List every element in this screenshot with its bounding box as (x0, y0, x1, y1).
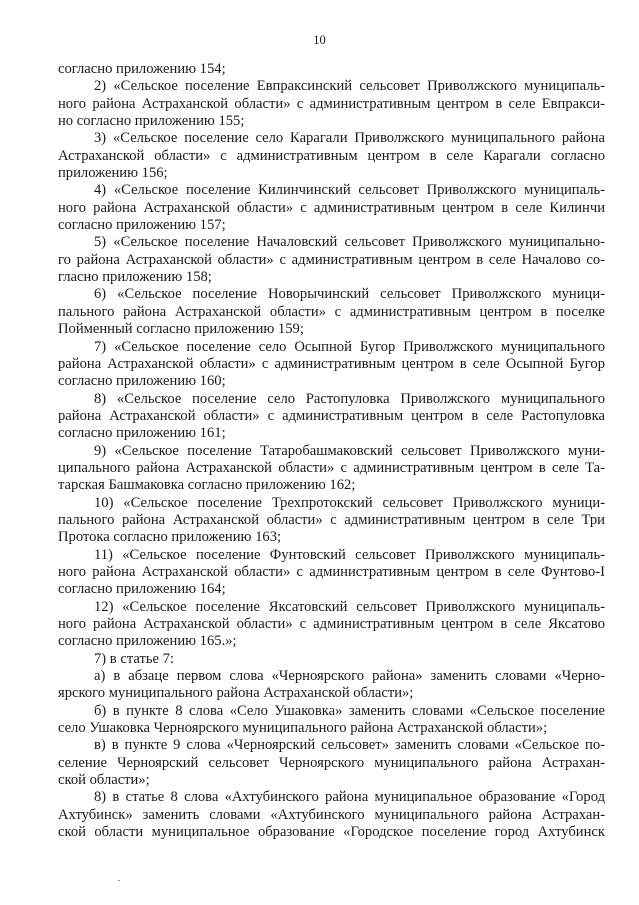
text-line: ного района Астраханской области» с административным центром в селе Фунтово-I (58, 563, 605, 580)
text-line: района Астраханской области» с административным центром в селе Растопуловка (58, 407, 605, 424)
text-line: ципального района Астраханской области» с административным центром в селе Та- (58, 459, 605, 476)
text-line: приложению 156; (58, 165, 168, 182)
text-line: согласно приложению 165.»; (58, 633, 237, 650)
text-line: но согласно приложению 155; (58, 113, 245, 130)
text-line: района Астраханской области» с административным центром в селе Осыпной Бугор (58, 355, 605, 372)
text-line: ного района Астраханской области» с административным центром в селе Килинчи (58, 199, 605, 216)
body-text (58, 61, 605, 841)
text-line: 4) «Сельское поселение Килинчинский сельсовет Приволжского муниципаль- (94, 182, 605, 199)
text-line: 11) «Сельское поселение Фунтовский сельсовет Приволжского муниципаль- (94, 546, 605, 563)
text-line: тарская Башмаковка согласно приложению 162; (58, 477, 356, 494)
text-line: в) в пункте 9 слова «Черноярский сельсовет» заменить словами «Сельское по- (94, 737, 605, 754)
text-line: согласно приложению 160; (58, 373, 226, 390)
text-line: согласно приложению 157; (58, 217, 226, 234)
text-line: селение Черноярский сельсовет Черноярского муниципального района Астрахан- (58, 754, 605, 771)
text-line: ного района Астраханской области» с административным центром в селе Евпракси- (58, 95, 605, 112)
text-line: ного района Астраханской области» с административным центром в селе Яксатово (58, 616, 605, 632)
text-line: 2) «Сельское поселение Евпраксинский сельсовет Приволжского муниципаль- (94, 78, 605, 95)
text-line: 3) «Сельское поселение село Карагали Приволжского муниципального района (94, 130, 605, 147)
text-line: 6) «Сельское поселение Новорычинский сельсовет Приволжского муници- (94, 286, 605, 303)
page-number: 10 (313, 33, 326, 47)
text-line: Пойменный согласно приложению 159; (58, 321, 304, 338)
text-line: ской области муниципальное образование «Городское поселение город Ахтубинск (58, 824, 605, 841)
text-line: согласно приложению 154; (58, 61, 226, 77)
text-line: гласно приложению 158; (58, 269, 212, 286)
text-line: 7) «Сельское поселение село Осыпной Бугор Приволжского муниципального (94, 338, 605, 355)
text-line: 7) в статье 7: (94, 650, 174, 667)
text-line: согласно приложению 161; (58, 425, 226, 442)
text-line: пального района Астраханской области» с административным центром в селе Три (58, 511, 605, 528)
text-line: го района Астраханской области» с административным центром в селе Началово со- (58, 251, 605, 268)
text-line: ской области»; (58, 772, 150, 789)
text-line: 8) «Сельское поселение село Растопуловка Приволжского муниципального (94, 390, 605, 407)
text-line: ярского муниципального района Астраханской области»; (58, 685, 414, 702)
text-line: село Ушаковка Черноярского муниципального района Астраханской области»; (58, 720, 548, 737)
text-line: 12) «Сельское поселение Яксатовский сельсовет Приволжского муниципаль- (94, 598, 605, 615)
text-line: Астраханской области» с административным центром в селе Карагали согласно (58, 147, 605, 164)
text-line: Протока согласно приложению 163; (58, 529, 282, 546)
text-line: 9) «Сельское поселение Татаробашмаковский сельсовет Приволжского муни- (94, 442, 605, 459)
text-line: пального района Астраханской области» с административным центром в поселке (58, 303, 605, 320)
text-line: Ахтубинск» заменить словами «Ахтубинского муниципального района Астрахан- (58, 806, 605, 823)
text-line: согласно приложению 164; (58, 581, 226, 598)
scan-speck (118, 880, 120, 881)
text-line: 5) «Сельское поселение Началовский сельсовет Приволжского муниципально- (94, 234, 605, 251)
text-line: 8) в статье 8 слова «Ахтубинского района муниципальное образование «Город (94, 789, 605, 806)
text-line: 10) «Сельское поселение Трехпротокский сельсовет Приволжского муници- (94, 494, 605, 511)
text-line: а) в абзаце первом слова «Черноярского района» заменить словами «Черно- (94, 668, 605, 685)
text-line: б) в пункте 8 слова «Село Ушаковка» заменить словами «Сельское поселение (94, 702, 605, 719)
